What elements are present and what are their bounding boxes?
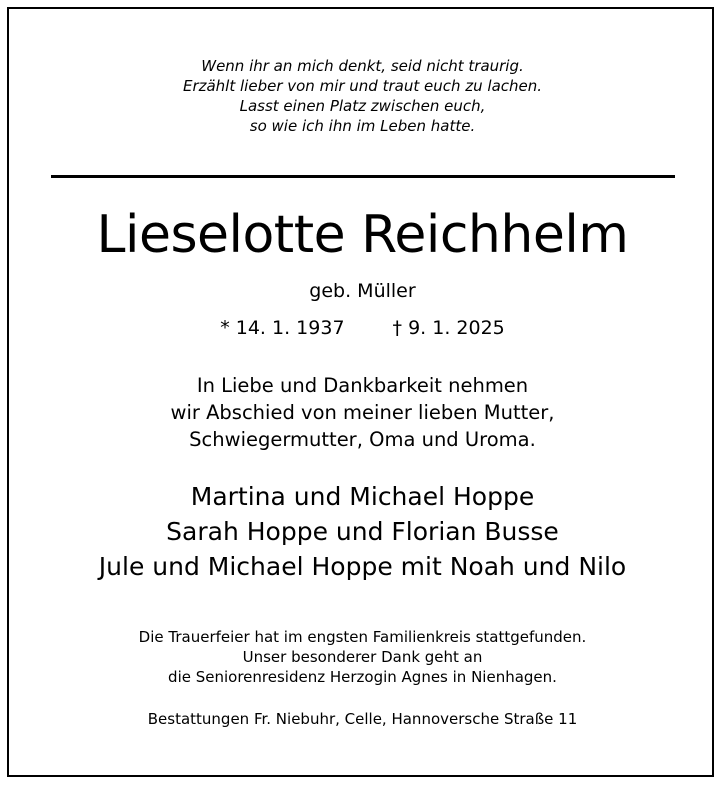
poem-line: so wie ich ihn im Leben hatte. bbox=[249, 117, 476, 135]
mourner-line: Sarah Hoppe und Florian Busse bbox=[166, 517, 559, 546]
deceased-name: Lieselotte Reichhelm bbox=[96, 205, 629, 265]
poem bbox=[0, 56, 725, 136]
family-mourners bbox=[0, 479, 725, 584]
divider-rule bbox=[51, 175, 675, 178]
poem-line: Lasst einen Platz zwischen euch, bbox=[239, 97, 486, 115]
farewell-line: wir Abschied von meiner lieben Mutter, bbox=[170, 401, 555, 424]
farewell-line: Schwiegermutter, Oma und Uroma. bbox=[189, 428, 536, 451]
farewell-line: In Liebe und Dankbarkeit nehmen bbox=[196, 374, 529, 397]
note-line: die Seniorenresidenz Herzogin Agnes in Nienhagen. bbox=[168, 668, 557, 686]
mourner-line: Jule und Michael Hoppe mit Noah und Nilo bbox=[98, 552, 627, 581]
poem-line: Wenn ihr an mich denkt, seid nicht traurig. bbox=[201, 57, 524, 75]
maiden-name: geb. Müller bbox=[309, 280, 416, 302]
note-line: Die Trauerfeier hat im engsten Familienkreis stattgefunden. bbox=[138, 628, 587, 646]
death-date: † 9. 1. 2025 bbox=[392, 317, 505, 339]
note-line: Unser besonderer Dank geht an bbox=[242, 648, 483, 666]
undertaker-info: Bestattungen Fr. Niebuhr, Celle, Hannoversche Straße 11 bbox=[147, 710, 578, 728]
poem-line: Erzählt lieber von mir und traut euch zu lachen. bbox=[182, 77, 543, 95]
funeral-notes bbox=[0, 627, 725, 687]
mourner-line: Martina und Michael Hoppe bbox=[190, 482, 535, 511]
farewell-text bbox=[0, 372, 725, 453]
birth-date: * 14. 1. 1937 bbox=[220, 317, 345, 339]
life-dates bbox=[0, 315, 725, 341]
